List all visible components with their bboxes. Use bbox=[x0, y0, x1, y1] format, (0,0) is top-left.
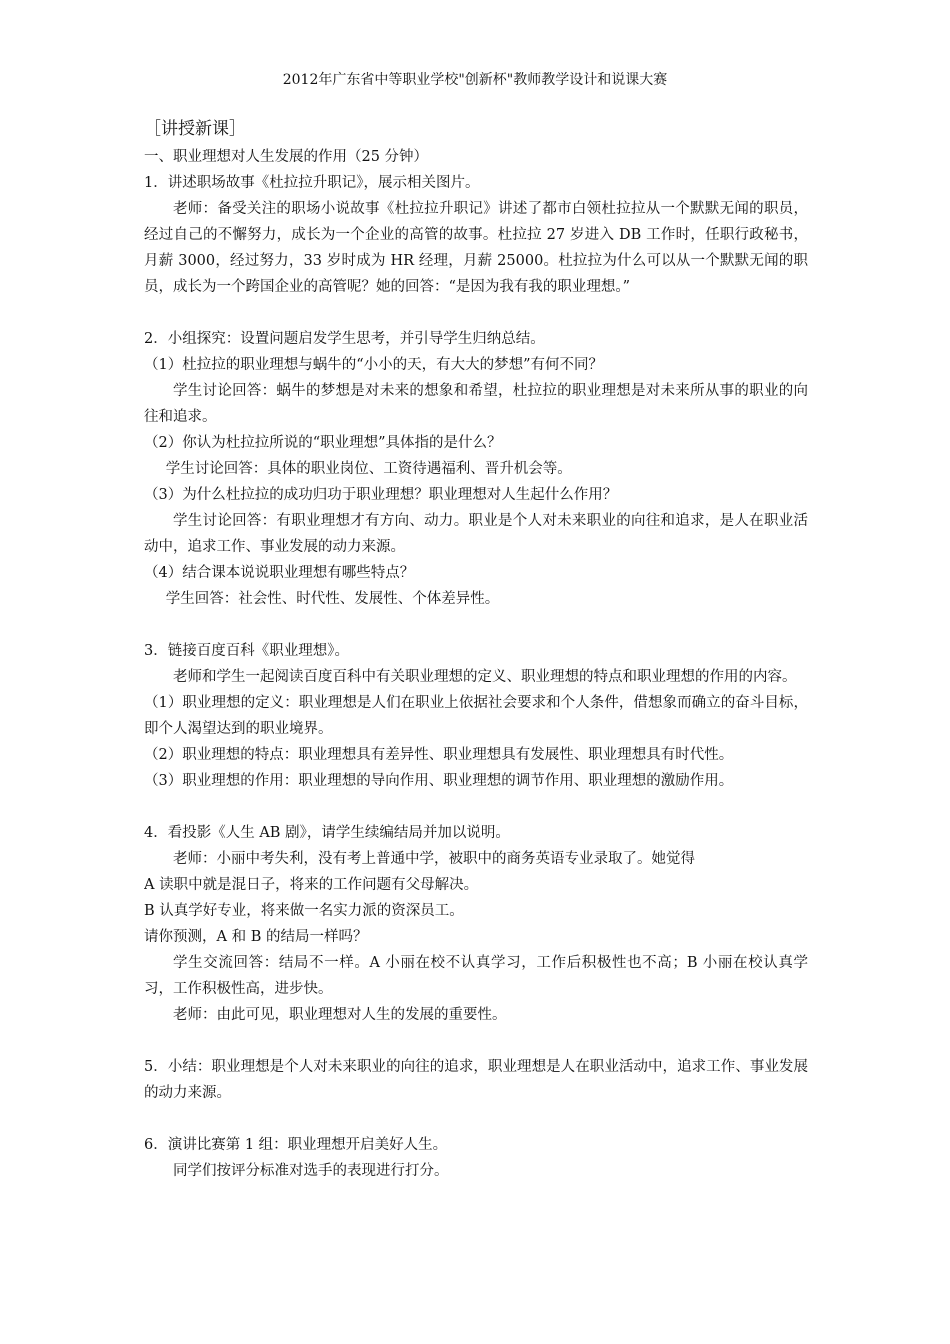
item5-summary: 5．小结：职业理想是个人对未来职业的向往的追求，职业理想是人在职业活动中，追求工作、事业发展的动力来源。 bbox=[144, 1059, 808, 1101]
item2-title: 2．小组探究：设置问题启发学生思考，并引导学生归纳总结。 bbox=[144, 331, 545, 347]
spacer bbox=[144, 1106, 808, 1132]
item3-intro: 老师和学生一起阅读百度百科中有关职业理想的定义、职业理想的特点和职业理想的作用的内容。 bbox=[173, 669, 797, 685]
item6-title: 6．演讲比赛第 1 组：职业理想开启美好人生。 bbox=[144, 1137, 448, 1153]
section-heading: 一、职业理想对人生发展的作用（25 分钟） bbox=[144, 149, 429, 165]
spacer bbox=[144, 1028, 808, 1054]
item2-question-3: （3）为什么杜拉拉的成功归功于职业理想？职业理想对人生起什么作用？ bbox=[144, 487, 618, 503]
item2-answer-3: 学生讨论回答：有职业理想才有方向、动力。职业是个人对未来职业的向往和追求，是人在职业活动中，追求工作、事业发展的动力来源。 bbox=[144, 513, 808, 555]
item1-teacher-paragraph: 老师：备受关注的职场小说故事《杜拉拉升职记》讲述了都市白领杜拉拉从一个默默无闻的职员，经过自己的不懈努力，成长为一个企业的高管的故事。杜拉拉 27 岁进入 DB 工作时，任职行政秘书，月薪 3000，经过努力，33 岁时成为 HR 经理，月薪 25000。杜拉拉为什么可以从一个默默无闻的职员，成长为一个跨国企业的高管呢？她的回答：“是因为我有我的职业理想。” bbox=[144, 201, 808, 295]
item4-question: 请你预测，A 和 B 的结局一样吗？ bbox=[144, 929, 368, 945]
item4-option-a: A 读职中就是混日子，将来的工作问题有父母解决。 bbox=[144, 877, 479, 893]
item6-note: 同学们按评分标准对选手的表现进行打分。 bbox=[173, 1163, 449, 1179]
item2-answer-2: 学生讨论回答：具体的职业岗位、工资待遇福利、晋升机会等。 bbox=[165, 461, 572, 477]
item3-point-1: （1）职业理想的定义：职业理想是人们在职业上依据社会要求和个人条件，借想象而确立的奋斗目标，即个人渴望达到的职业境界。 bbox=[144, 695, 808, 737]
item2-question-2: （2）你认为杜拉拉所说的“职业理想”具体指的是什么？ bbox=[144, 435, 502, 451]
item4-answer: 学生交流回答：结局不一样。A 小丽在校不认真学习，工作后积极性也不高；B 小丽在校认真学习，工作积极性高，进步快。 bbox=[144, 955, 808, 997]
item4-title: 4．看投影《人生 AB 剧》，请学生续编结局并加以说明。 bbox=[144, 825, 510, 841]
item3-point-3: （3）职业理想的作用：职业理想的导向作用、职业理想的调节作用、职业理想的激励作用。 bbox=[144, 773, 734, 789]
item3-title: 3．链接百度百科《职业理想》。 bbox=[144, 643, 349, 659]
item4-teacher: 老师：小丽中考失利，没有考上普通中学，被职中的商务英语专业录取了。她觉得 bbox=[173, 851, 695, 867]
spacer bbox=[144, 794, 808, 820]
item4-conclusion: 老师：由此可见，职业理想对人生的发展的重要性。 bbox=[173, 1007, 507, 1023]
item2-answer-1: 学生讨论回答：蜗牛的梦想是对未来的想象和希望，杜拉拉的职业理想是对未来所从事的职业的向往和追求。 bbox=[144, 383, 808, 425]
section-title: ［讲授新课］ bbox=[144, 119, 246, 139]
spacer bbox=[144, 612, 808, 638]
item1-title: 1．讲述职场故事《杜拉拉升职记》，展示相关图片。 bbox=[144, 175, 480, 191]
item4-option-b: B 认真学好专业，将来做一名实力派的资深员工。 bbox=[144, 903, 464, 919]
spacer bbox=[144, 300, 808, 326]
item3-point-2: （2）职业理想的特点：职业理想具有差异性、职业理想具有发展性、职业理想具有时代性。 bbox=[144, 747, 734, 763]
item2-answer-4: 学生回答：社会性、时代性、发展性、个体差异性。 bbox=[165, 591, 500, 607]
item2-question-1: （1）杜拉拉的职业理想与蜗牛的“小小的天，有大大的梦想”有何不同？ bbox=[144, 357, 604, 373]
document-body bbox=[144, 116, 808, 1184]
page-header: 2012年广东省中等职业学校"创新杯"教师教学设计和说课大赛 bbox=[282, 72, 668, 88]
item2-question-4: （4）结合课本说说职业理想有哪些特点？ bbox=[144, 565, 415, 581]
